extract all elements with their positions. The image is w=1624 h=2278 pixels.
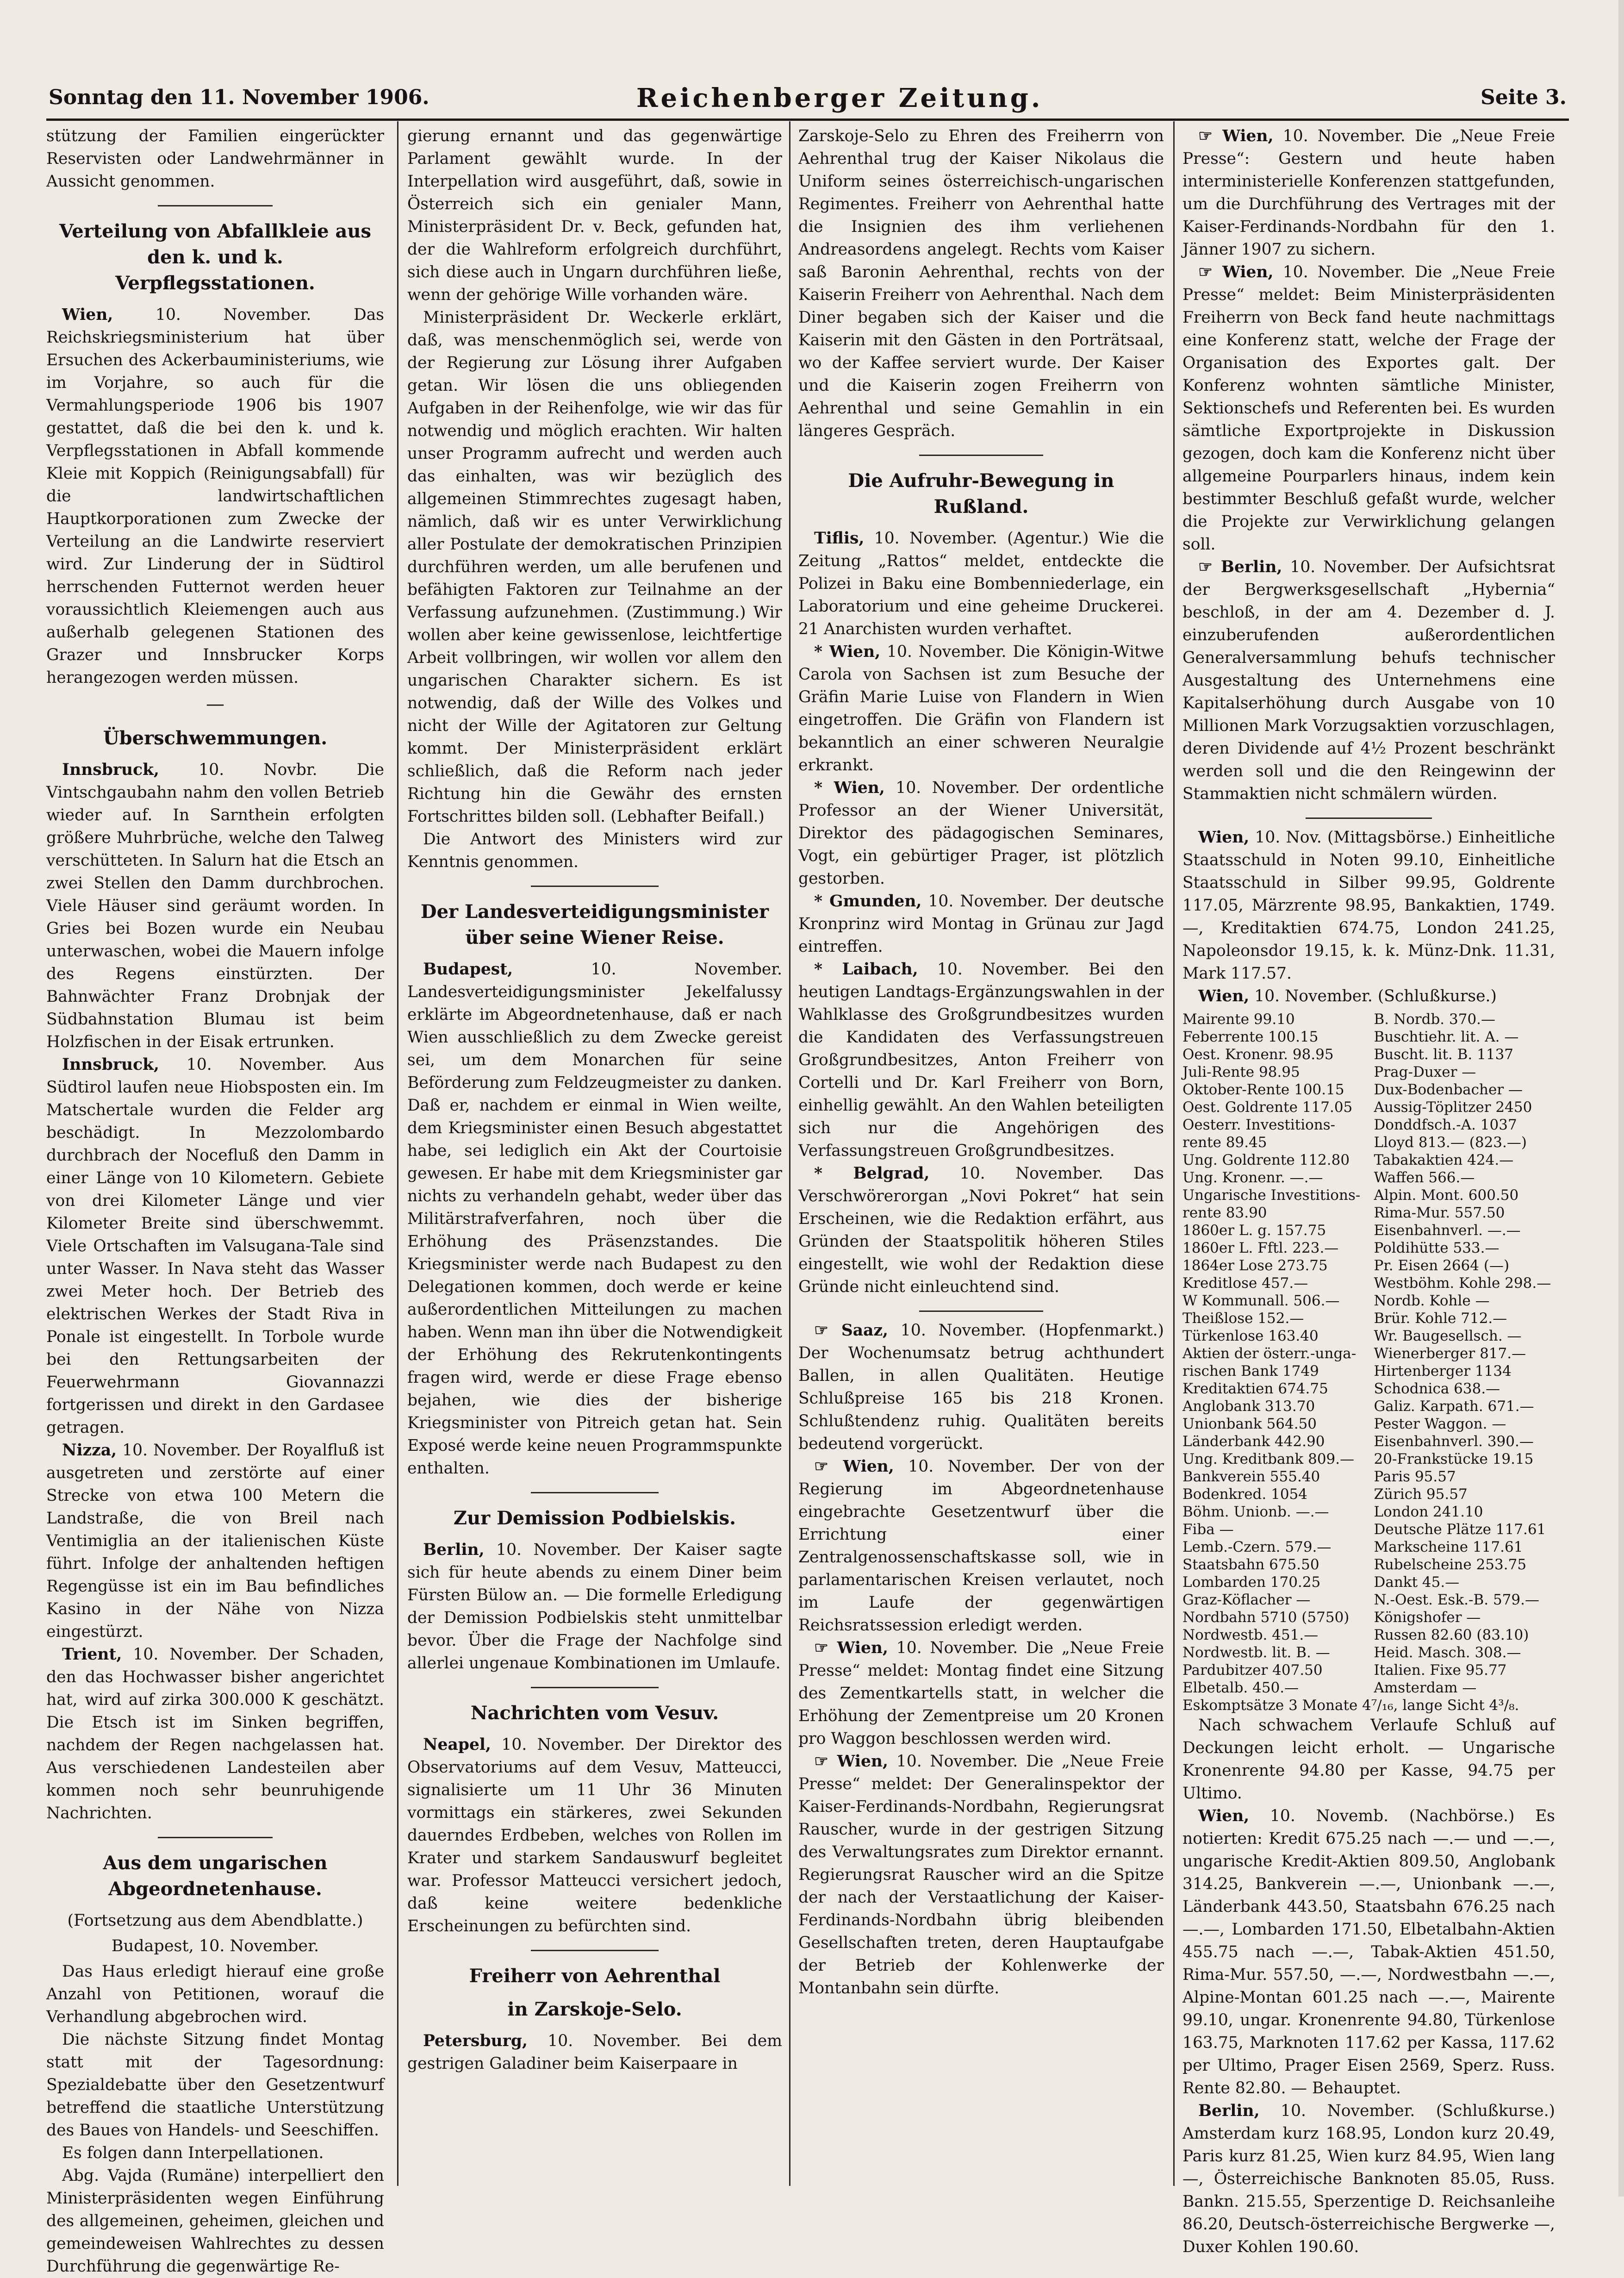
market-report: Wien, 10. November. (Schlußkurse.) (1198, 987, 1497, 1005)
stock-quote: Poldihütte 533.— (1374, 1240, 1500, 1256)
stock-quote: Lloyd 813.— (823.—) (1374, 1134, 1527, 1151)
stock-quote: Unionbank 564.50 (1182, 1416, 1317, 1432)
article-text: ☞ Saaz, 10. November. (Hopfenmarkt.) Der Wochenumsatz betrug achthundert Ballen, in allen Qualitäten. Heutige Schlußpreise 165 bis 218 Kronen. Schlußtendenz ruhig. Qualitäten bereits bedeutend vorgerückt. (798, 1321, 1164, 1453)
article-text: Petersburg, 10. November. Bei dem gestrigen Galadiner beim Kaiserpaare in (407, 2032, 783, 2073)
headline: in Zarskoje-Selo. (507, 1998, 682, 2020)
stock-quote: B. Nordb. 370.— (1374, 1011, 1496, 1028)
article-text: Es folgen dann Interpellationen. (62, 2144, 324, 2162)
article-text: ☞ Wien, 10. November. Die „Neue Freie Presse“ meldet: Montag findet eine Sitzung des Zementkartells statt, in welcher die Erhöhung der Zementpreise um 20 Kronen pro Waggon beschlossen werden wird. (798, 1639, 1164, 1748)
stock-quote: Heid. Masch. 308.— (1374, 1644, 1521, 1661)
stock-quote: rischen Bank 1749 (1182, 1363, 1319, 1379)
stock-quote: N.-Oest. Esk.-B. 579.— (1374, 1591, 1539, 1608)
stock-quote: Markscheine 117.61 (1374, 1539, 1523, 1555)
article-text: gierung ernannt und das gegenwärtige Parlament gewählt wurde. In der Interpellation wird ausgeführt, daß, sowie in Österreich sich ein genialer Mann, Ministerpräsident Dr. v. Beck, gefunden hat, der die Wahlreform erfolgreich durchführt, sich diese auch in Ungarn durchführen ließe, wenn der gehörige Wille vorhanden wäre. (407, 127, 782, 304)
stock-quote: rente 89.45 (1182, 1134, 1267, 1151)
stock-quote: Prag-Duxer — (1374, 1064, 1476, 1080)
market-report: Wien, 10. Nov. (Mittagsbörse.) Einheitliche Staatsschuld in Noten 99.10, Einheitliche Staatsschuld in Silber 99.95, Goldrente 117.05, Märzrente 98.95, Bankaktien, 1749.—, Kreditaktien 674.75, London 241.25, Napoleonsdor 19.15, k. k. Münz-Dnk. 11.31, Mark 117.57. (1182, 828, 1556, 983)
stock-quote: Ung. Kreditbank 809.— (1182, 1451, 1355, 1467)
stock-quote: Staatsbahn 675.50 (1182, 1556, 1319, 1573)
article-text: * Gmunden, 10. November. Der deutsche Kronprinz wird Montag in Grünau zur Jagd eintreffen. (798, 892, 1164, 956)
stock-quote: 1860er L. Fftl. 223.— (1182, 1240, 1339, 1256)
stock-quote: Oest. Goldrente 117.05 (1182, 1099, 1353, 1116)
market-report: Wien, 10. Novemb. (Nachbörse.) Es notierten: Kredit 675.25 nach —.— und —.—, ungarische Kredit-Aktien 809.50, Anglobank 314.25, Bankverein —.—, Unionbank —.—, Länderbank 443.50, Staatsbahn 676.25 nach —.—, Lombarden 171.50, Elbetalbahn-Aktien 455.75 nach —.—, Tabak-Aktien 451.50, Rima-Mur. 557.50, —.—, Nordwestbahn —.—, Alpine-Montan 601.25 nach —.—, Mairente 99.10, ungar. Kronenrente 94.80, Türkenlose 163.75, Marknoten 117.62 per Kassa, 117.62 per Ultimo, Prager Eisen 2569, Sperz. Russ. Rente 82.80. — Behauptet. (1182, 1807, 1555, 2097)
stock-quote: Donddfsch.-A. 1037 (1374, 1117, 1517, 1133)
dateline: * Wien, (814, 643, 881, 661)
dateline: Wien, (1198, 987, 1250, 1005)
column-rule-2 (789, 121, 790, 2186)
stock-quote: Graz-Köflacher — (1182, 1591, 1311, 1608)
stock-quote: Pester Waggon. — (1374, 1416, 1506, 1432)
stock-quote: Oest. Kronenr. 98.95 (1182, 1046, 1334, 1063)
stock-quote: Wr. Baugesellsch. — (1374, 1328, 1522, 1344)
article-text: Die Antwort des Ministers wird zur Kenntnis genommen. (407, 830, 782, 871)
headline: Aus dem ungarischen Abgeordnetenhause. (103, 1852, 328, 1900)
dateline: Nizza, (62, 1441, 117, 1460)
stock-quote: Oesterr. Investitions- (1182, 1117, 1336, 1133)
article-text: Tiflis, 10. November. (Agentur.) Wie die Zeitung „Rattos“ meldet, entdeckte die Polizei in Baku eine Bombenniederlage, ein Laboratorium und eine geheime Druckerei. 21 Anarchisten wurden verhaftet. (798, 529, 1164, 638)
stock-quote: Nordwestb. 451.— (1182, 1627, 1319, 1643)
dateline: * Belgrad, (814, 1164, 930, 1183)
stock-quote: Bankverein 555.40 (1182, 1468, 1320, 1485)
article-text: ☞ Wien, 10. November. Die „Neue Freie Presse“ meldet: Der Generalinspektor der Kaiser-Ferdinands-Nordbahn, Regierungsrat Rauscher, wurde in der gestrigen Sitzung des Verwaltungsrates zum Direktor ernannt. Regierungsrat Rauscher wird an die Spitze der nach der Verstaatlichung der Kaiser-Ferdinands-Nordbahn übrig bleibenden Gesellschaften treten, deren Hauptaufgabe der Betrieb der Kohlenwerke der Montanbahn sein dürfte. (798, 1752, 1164, 1997)
headline: Der Landesverteidigungsminister über seine Wiener Reise. (420, 901, 769, 949)
stock-quote: 1860er L. g. 157.75 (1182, 1222, 1326, 1239)
article-text: Ministerpräsident Dr. Weckerle erklärt, daß, was menschenmöglich sei, werde von der Regierung zur Lösung ihrer Aufgaben getan. Wir lösen die uns obliegenden Aufgaben in der Reihenfolge, wie wir das für notwendig und möglich erachten. Wir halten unser Programm aufrecht und werden auch das einhalten, was wir bezüglich des allgemeinen Stimmrechtes zugesagt haben, nämlich, daß wir es unter Verwirklichung aller Postulate der demokratischen Prinzipien durchführen werden, um alle berufenen und befähigten Faktoren zur Teilnahme an der Verfassung aufzunehmen. (Zustimmung.) Wir wollen aber keine gewissenlose, leichtfertige Arbeit vollbringen, wir wollen vor allem den ungarischen Charakter sichern. Es ist notwendig, daß der Wille des Volkes und nicht der Wille der Agitatoren zur Geltung kommt. Der Ministerpräsident erklärt schließlich, daß die Reform nach jeder Richtung hin die Gewähr des ernsten Fortschrittes bilden soll. (Lebhafter Beifall.) (407, 308, 782, 826)
stock-quote: Buscht. lit. B. 1137 (1374, 1046, 1514, 1063)
page-number: Seite 3. (1480, 86, 1567, 109)
stock-quote: Schodnica 638.— (1374, 1380, 1500, 1397)
stock-quote: Ung. Goldrente 112.80 (1182, 1152, 1350, 1168)
stock-quote: Rima-Mur. 557.50 (1374, 1205, 1505, 1221)
stock-quote: Deutsche Plätze 117.61 (1374, 1521, 1546, 1538)
stock-quote: Buschtiehr. lit. A. — (1374, 1029, 1519, 1045)
stock-quote: Italien. Fixe 95.77 (1374, 1662, 1507, 1679)
stock-quote: Mairente 99.10 (1182, 1011, 1295, 1028)
dateline: Trient, (62, 1645, 122, 1664)
dateline: Berlin, (423, 1541, 485, 1559)
stock-quote: rente 83.90 (1182, 1205, 1267, 1221)
stock-quote: Ungarische Investitions- (1182, 1187, 1361, 1204)
article-text: Die nächste Sitzung findet Montag statt mit der Tagesordnung: Spezialdebatte über den Gesetzentwurf betreffend die staatliche Unterstützung des Baues von Handels- und Seeschiffen. (46, 2030, 384, 2140)
dateline: Wien, (1198, 828, 1250, 847)
article-text: Abg. Vajda (Rumäne) interpelliert den Ministerpräsidenten wegen Einführung des allgemeinen, geheimen, gleichen und gemeindeweisen Wahlrechtes zu dessen Durchführung die gegenwärtige Re- (46, 2166, 384, 2276)
dateline: Tiflis, (814, 529, 865, 548)
stock-quote: Eisenbahnverl. 390.— (1374, 1433, 1534, 1450)
separator (919, 1311, 1044, 1312)
dateline: Petersburg, (423, 2032, 528, 2050)
headline: Die Aufruhr-Bewegung in Rußland. (848, 470, 1114, 518)
headline: Freiherr von Aehrenthal (469, 1965, 721, 1987)
stock-quote: Amsterdam — (1374, 1679, 1477, 1696)
dateline: Budapest, (423, 960, 513, 979)
article-text: Wien, 10. November. Das Reichskriegsministerium hat über Ersuchen des Ackerbauministeriums, wie im Vorjahre, so auch für die Vermahlungsperiode 1906 bis 1907 gestattet, daß die bei den k. und k. Verpflegsstationen in Abfall kommende Kleie mit Koppich (Reinigungsabfall) für die landwirtschaftlichen Hauptkorporationen zum Zwecke der Verteilung an die Landwirte reserviert wird. Zur Linderung der in Südtirol herrschenden Futternot werden heuer voraussichtlich Kleiemengen auch aus außerhalb gelegenen Stationen des Grazer und Innsbrucker Korps herangezogen werden müssen. (46, 306, 384, 687)
article-text: ☞ Wien, 10. November. Der von der Regierung im Abgeordnetenhause eingebrachte Gesetzentwurf über die Errichtung einer Zentralgenossenschaftskasse soll, wie in parlamentarischen Kreisen verlautet, noch im Laufe der gegenwärtigen Reichsratssession erledigt werden. (798, 1457, 1164, 1635)
dateline: ☞ Wien, (814, 1752, 889, 1771)
stock-quote: Lemb.-Czern. 579.— (1182, 1539, 1332, 1555)
article-text: Innsbruck, 10. Novbr. Die Vintschgaubahn nahm den vollen Betrieb wieder auf. In Sarnthein erfolgten größere Muhrbrüche, welche den Talweg verschütteten. In Salurn hat die Etsch an zwei Stellen den Damm durchbrochen. Viele Häuser sind geräumt worden. In Gries bei Bozen wurde ein Neubau unterwaschen, wobei die Mauern infolge des Regens einstürzten. Der Bahnwächter Franz Drobnjak der Südbahnstation Blumau ist beim Holzfischen in der Eisak ertrunken. (46, 761, 384, 1051)
article-text: * Belgrad, 10. November. Das Verschwörerorgan „Novi Pokret“ hat sein Erscheinen, wie die Redaktion erfährt, aus Gründen der Staatspolitik höheren Stiles eingestellt, wie wohl der Redaktion diese Gründe nicht einleuchtend sind. (798, 1164, 1164, 1296)
stock-quote: Aktien der österr.-unga- (1182, 1345, 1356, 1362)
article-text: stützung der Familien eingerückter Reservisten oder Landwehrmänner in Aussicht genommen. (46, 127, 384, 191)
dateline: Berlin, (1198, 2102, 1260, 2120)
dateline: Wien, (62, 306, 113, 324)
separator (531, 1492, 658, 1493)
stock-quote: Alpin. Mont. 600.50 (1374, 1187, 1519, 1204)
stock-quote: Waffen 566.— (1374, 1169, 1475, 1186)
newspaper-title: Reichenberger Zeitung. (636, 83, 1043, 113)
stock-quote: Kreditlose 457.— (1182, 1275, 1308, 1292)
dateline: Innsbruck, (62, 1055, 160, 1074)
stock-quote: Tabakaktien 424.— (1374, 1152, 1514, 1168)
article-text: Berlin, 10. November. Der Kaiser sagte sich für heute abends zu einem Diner beim Fürsten Bülow an. — Die formelle Erledigung der Demission Podbielskis steht unmittelbar bevor. Über die Frage der Nachfolge sind allerlei ungenaue Kombinationen im Umlaufe. (407, 1541, 783, 1673)
article-text: Innsbruck, 10. November. Aus Südtirol laufen neue Hiobsposten ein. Im Matschertale wurden die Felder arg beschädigt. In Mezzolombardo durchbrach der Nocefluß den Damm in einer Länge von 10 Kilometern. Gebiete von drei Kilometer Länge und vier Kilometer Breite sind überschwemmt. Viele Ortschaften im Valsugana-Tale sind unter Wasser. In Nava steht das Wasser zwei Meter hoch. Der Betrieb des elektrischen Werkes der Stadt Riva in Ponale ist eingestellt. In Torbole wurde bei den Rettungsarbeiten der Feuerwehrmann Giovannazzi fortgerissen und direkt in den Gardasee getragen. (46, 1055, 385, 1437)
article-text: * Laibach, 10. November. Bei den heutigen Landtags-Ergänzungswahlen in der Wahlklasse des Großgrundbesitzes wurden die Kandidaten des Verfassungstreuen Großgrundbesitzes, Anton Freiherr von Cortelli und Dr. Karl Freiherr von Born, einhellig gewählt. An den Wahlen beteiligten sich nur die Angehörigen des Verfassungstreuen Großgrundbesitzes. (798, 960, 1164, 1160)
stock-quote: Wienerberger 817.— (1374, 1345, 1526, 1362)
stock-quote: Lombarden 170.25 (1182, 1574, 1321, 1591)
stock-quote: Juli-Rente 98.95 (1182, 1064, 1300, 1080)
dateline: Wien, (1198, 1807, 1250, 1825)
headline: Zur Demission Podbielskis. (453, 1507, 736, 1529)
stock-quote: Brür. Kohle 712.— (1374, 1310, 1507, 1327)
stock-quote: Eskomptsätze 3 Monate 4⁷/₁₆, lange Sicht 4³/₈. (1182, 1697, 1519, 1714)
article-text: Budapest, 10. November. Landesverteidigungsminister Jekelfalussy erklärte im Abgeordnetenhause, daß er nach Wien ausschließlich zu dem Zwecke gereist sei, um dem Monarchen für seine Beförderung zum Feldzeugmeister zu danken. Daß er, nachdem er einmal in Wien weilte, dem Kriegsminister einen Besuch abgestattet habe, sei lediglich ein Akt der Courtoisie gewesen. Er habe mit dem Kriegsminister gar nichts zu verhandeln gehabt, weder über das Militärstrafverfahren, noch über die Erhöhung des Präsenzstandes. Die Kriegsminister werde nach Budapest zu den Delegationen kommen, doch werde er keine außerordentlichen Mitteilungen zu machen haben. Wenn man ihn über die Notwendigkeit der Erhöhung des Rekrutenkontingents fragen wird, werde er diese Frage ebenso bejahen, wie dies der bisherige Kriegsminister von Pitreich getan hat. Sein Exposé werde keine neuen Programmspunkte enthalten. (407, 960, 782, 1478)
stock-quote: Pr. Eisen 2664 (—) (1374, 1257, 1510, 1274)
stock-quote: Hirtenberger 1134 (1374, 1363, 1512, 1379)
stock-quote: Nordbahn 5710 (5750) (1182, 1609, 1350, 1626)
column-4 (1182, 125, 1556, 2256)
dateline: * Wien, (814, 779, 885, 797)
stock-quote: Eisenbahnverl. —.— (1374, 1222, 1521, 1239)
stock-quote: Galiz. Karpath. 671.— (1374, 1398, 1534, 1415)
stock-quote: Aussig-Töplitzer 2450 (1374, 1099, 1532, 1116)
headline: Nachrichten vom Vesuv. (470, 1702, 719, 1724)
stock-quote: Dux-Bodenbacher — (1374, 1081, 1523, 1098)
dateline: ☞ Wien, (814, 1457, 894, 1476)
market-report: Nach schwachem Verlaufe Schluß auf Deckungen leicht erholt. — Ungarische Kronenrente 94.80 per Kasse, 94.75 per Ultimo. (1182, 1716, 1555, 1803)
masthead (49, 83, 1567, 115)
stock-quote: London 241.10 (1374, 1504, 1483, 1520)
subheadline: (Fortsetzung aus dem Abendblatte.) (67, 1911, 363, 1930)
dateline: ☞ Saaz, (814, 1321, 889, 1340)
dateline: ☞ Wien, (814, 1639, 889, 1657)
header-rule (46, 119, 1569, 121)
stock-quote: Pardubitzer 407.50 (1182, 1662, 1323, 1679)
stock-quote: Oktober-Rente 100.15 (1182, 1081, 1344, 1098)
column-rule-3 (1173, 121, 1175, 2186)
stock-quote: Kreditaktien 674.75 (1182, 1380, 1328, 1397)
dateline: * Gmunden, (814, 892, 922, 911)
headline: Verteilung von Abfallkleie aus den k. und k. Verpflegsstationen. (59, 220, 372, 294)
stock-quote: W Kommunall. 506.— (1182, 1292, 1340, 1309)
stock-quote: Bodenkred. 1054 (1182, 1486, 1307, 1503)
stock-quote: 1864er Lose 273.75 (1182, 1257, 1328, 1274)
article-text: Neapel, 10. November. Der Direktor des Observatoriums auf dem Vesuv, Matteucci, signalisierte um 11 Uhr 36 Minuten vormittags ein stärkeres, zwei Sekunden dauerndes Erdbeben, welches von Rollen im Krater und starkem Sandauswurf begleitet war. Professor Matteucci versichert jedoch, daß keine weitere bedenkliche Erscheinungen zu befürchten sind. (407, 1735, 782, 1935)
separator (158, 1837, 273, 1838)
stock-quote: Russen 82.60 (83.10) (1374, 1627, 1529, 1643)
article-text: Das Haus erledigt hierauf eine große Anzahl von Petitionen, worauf die Verhandlung abgebrochen wird. (46, 1962, 384, 2026)
article-text: ☞ Wien, 10. November. Die „Neue Freie Presse“: Gestern und heute haben interministerielle Konferenzen stattgefunden, um die Durchführung des Vertrages mit der Kaiser-Ferdinands-Nordbahn für den 1. Jänner 1907 zu sichern. (1182, 127, 1555, 259)
separator (531, 1687, 658, 1688)
article-text: ☞ Berlin, 10. November. Der Aufsichtsrat der Bergwerksgesellschaft „Hybernia“ beschloß, in der am 4. Dezember d. J. einzuberufenden außerordentlichen Generalversammlung behufs technischer Ausgestaltung des Unternehmens eine Kapitalserhöhung durch Ausgabe von 10 Millionen Mark Vorzugsaktien vorzuschlagen, deren Dividende auf 4½ Prozent beschränkt werden soll und die den Reingewinn der Stammaktien nicht schmälern würden. (1182, 558, 1556, 803)
separator (919, 455, 1044, 456)
article-text: * Wien, 10. November. Die Königin-Witwe Carola von Sachsen ist zum Besuche der Gräfin Marie Luise von Flandern in Wien eingetroffen. Die Gräfin von Flandern ist bekanntlich an einer schweren Neuralgie erkrankt. (798, 643, 1164, 774)
stock-quote: Rubelscheine 253.75 (1374, 1556, 1527, 1573)
headline: Überschwemmungen. (103, 727, 328, 749)
column-3 (798, 125, 1164, 2180)
stock-quote: Ung. Kronenr. —.— (1182, 1169, 1323, 1186)
column-rule-1 (397, 121, 398, 2186)
stock-quote: Fiba — (1182, 1521, 1234, 1538)
separator (158, 205, 273, 206)
stock-quote: Nordb. Kohle — (1374, 1292, 1490, 1309)
article-text: Nizza, 10. November. Der Royalfluß ist ausgetreten und zerstörte auf einer Strecke von etwa 100 Metern die Landstraße, die von Breil nach Ventimiglia an der italienischen Küste führt. Infolge der anhaltenden heftigen Regengüsse ist ein im Bau befindliches Kasino in der Nähe von Nizza eingestürzt. (46, 1441, 384, 1641)
stock-quote: Westböhm. Kohle 298.— (1374, 1275, 1551, 1292)
stock-quote: Elbetalb. 450.— (1182, 1679, 1299, 1696)
stock-quote: 20-Frankstücke 19.15 (1374, 1451, 1534, 1467)
issue-date: Sonntag den 11. November 1906. (49, 86, 429, 109)
stock-quote: Länderbank 442.90 (1182, 1433, 1325, 1450)
stock-quote: Paris 95.57 (1374, 1468, 1456, 1485)
separator (531, 886, 658, 887)
column-1 (46, 125, 385, 2276)
article-text: Trient, 10. November. Der Schaden, den das Hochwasser bisher angerichtet hat, wird auf zirka 300.000 K geschätzt. Die Etsch ist im Sinken begriffen, nachdem der Regen nachgelassen hat. Aus verschiedenen Landesteilen aber kommen noch sehr beunruhigende Nachrichten. (46, 1645, 384, 1822)
stock-quote: Feberrente 100.15 (1182, 1029, 1319, 1045)
dateline: ☞ Berlin, (1198, 558, 1282, 576)
page-edge (1618, 0, 1624, 2197)
article-text: ☞ Wien, 10. November. Die „Neue Freie Presse“ meldet: Beim Ministerpräsidenten Freiherrn von Beck fand heute nachmittags eine Konferenz statt, welche der Frage der Organisation des Exportes galt. Der Konferenz wohnten sämtliche Minister, Sektionschefs und Referenten bei. Es wurden sämtliche Exportprojekte in Diskussion gezogen, doch kam die Konferenz nicht über allgemeine Pourparlers hinaus, indem kein bestimmter Beschluß gefaßt wurde, welcher die Projekte zur Verwirklichung gelangen soll. (1182, 263, 1555, 554)
dateline: * Laibach, (814, 960, 918, 979)
dateline: ☞ Wien, (1198, 127, 1274, 145)
dateline: Neapel, (423, 1735, 492, 1754)
subheadline: Budapest, 10. November. (111, 1937, 319, 1955)
stock-quote: Böhm. Unionb. —.— (1182, 1504, 1329, 1520)
stock-quote: Königshofer — (1374, 1609, 1481, 1626)
article-text: Zarskoje-Selo zu Ehren des Freiherrn von Aehrenthal trug der Kaiser Nikolaus die Uniform seines österreichisch-ungarischen Regimentes. Freiherr von Aehrenthal hatte die Insignien des ihm verliehenen Andreasordens angelegt. Rechts vom Kaiser saß Baronin Aehrenthal, rechts von der Kaiserin Freiherr von Aehrenthal. Nach dem Diner begaben sich der Kaiser und die Kaiserin mit den Gästen in den Porträtsaal, wo der Kaffee serviert wurde. Der Kaiser und die Kaiserin zogen Freiherrn von Aehrenthal und seine Gemahlin in ein längeres Gespräch. (798, 127, 1164, 440)
stock-quote: Zürich 95.57 (1374, 1486, 1468, 1503)
dateline: ☞ Wien, (1198, 263, 1274, 281)
stock-quote: Dankt 45.— (1374, 1574, 1460, 1591)
stock-quote: Theißlose 152.— (1182, 1310, 1304, 1327)
dateline: Innsbruck, (62, 761, 160, 779)
stock-quote: Nordwestb. lit. B. — (1182, 1644, 1330, 1661)
article-text: * Wien, 10. November. Der ordentliche Professor an der Wiener Universität, Direktor des pädagogischen Seminares, Vogt, ein gebürtiger Prager, ist plötzlich gestorben. (798, 779, 1164, 888)
stock-quote: Türkenlose 163.40 (1182, 1328, 1319, 1344)
stock-quote: Anglobank 313.70 (1182, 1398, 1315, 1415)
column-2 (407, 125, 782, 2180)
market-report: Berlin, 10. November. (Schlußkurse.) Amsterdam kurz 168.95, London kurz 20.49, Paris kurz 81.25, Wien kurz 84.95, Wien lang —, Österreichische Banknoten 85.05, Russ. Bankn. 215.55, Sperzentige D. Reichsanleihe 86.20, Deutsch-österreichische Bergwerke —, Duxer Kohlen 190.60. (1182, 2102, 1555, 2256)
separator (1306, 818, 1432, 819)
separator: — (206, 693, 224, 715)
separator (531, 1950, 658, 1951)
stock-quotes-table (1182, 1011, 1555, 1714)
